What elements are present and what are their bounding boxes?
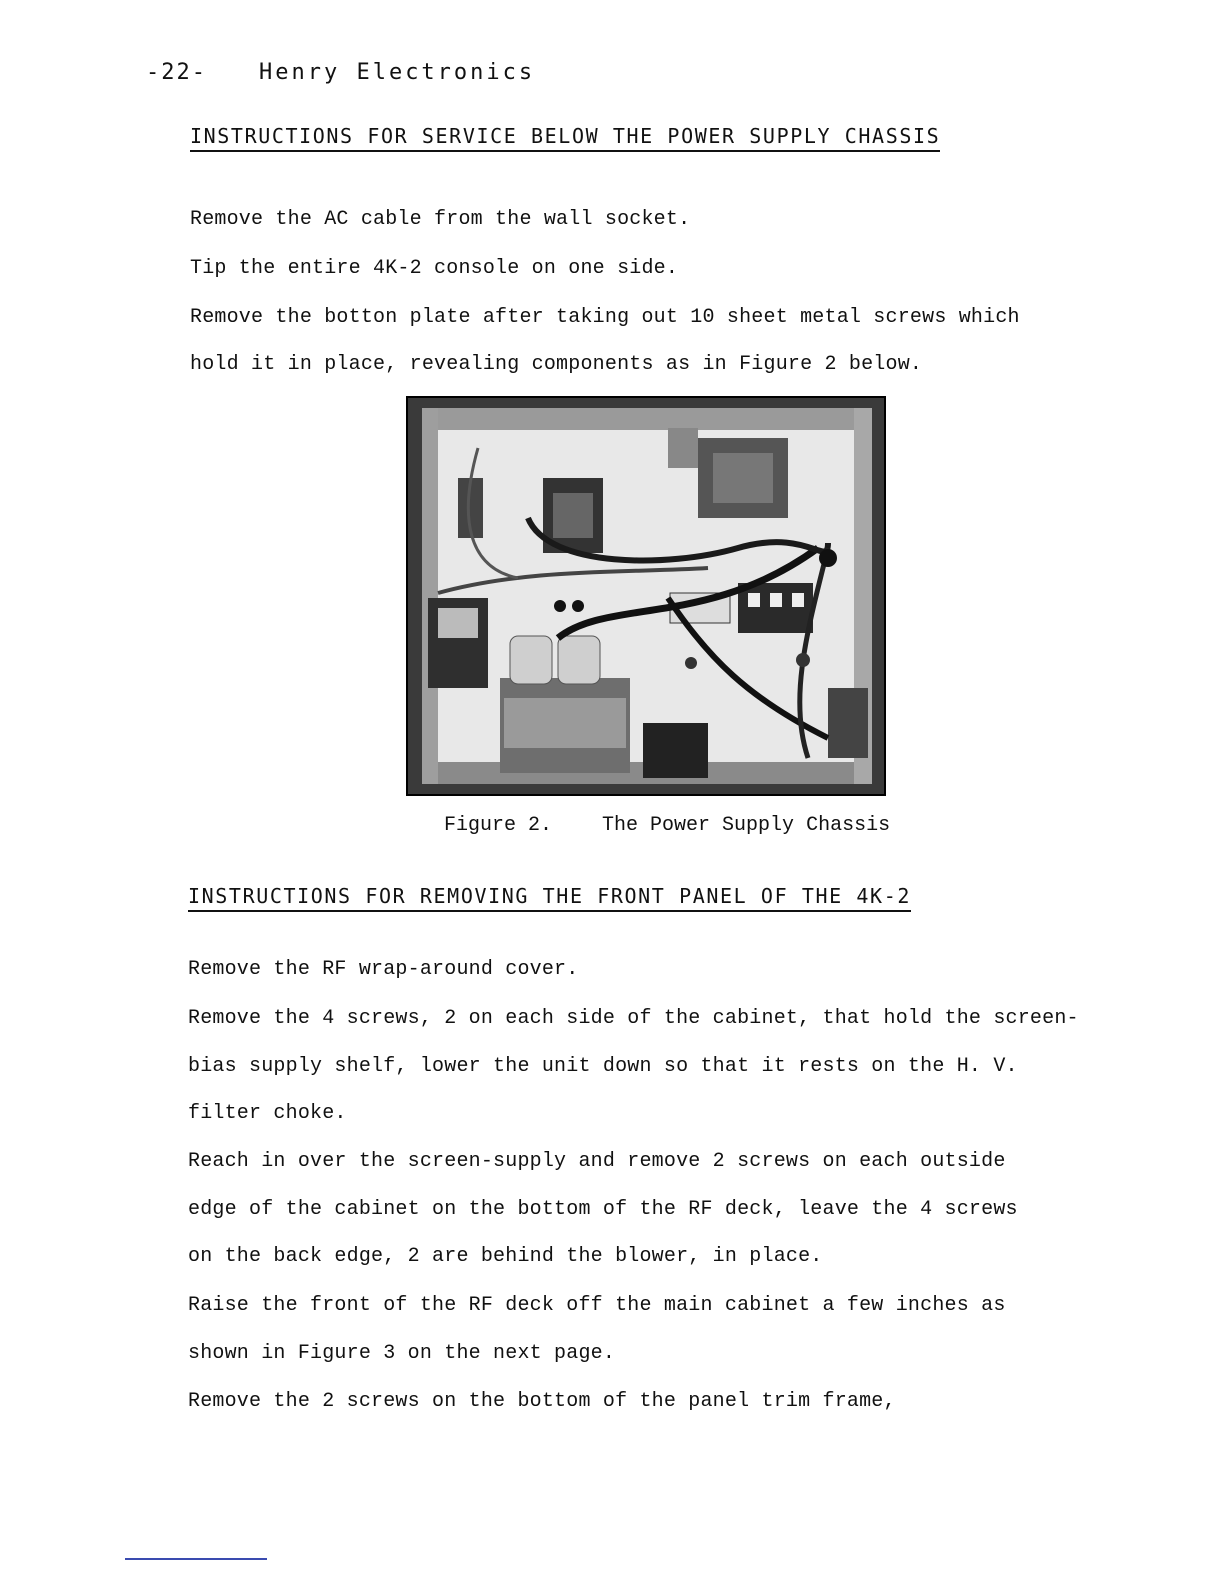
instruction-line: Remove the 2 screws on the bottom of the panel trim frame, bbox=[188, 1390, 896, 1413]
figure-title: The Power Supply Chassis bbox=[602, 814, 891, 837]
section-heading-front-panel: INSTRUCTIONS FOR REMOVING THE FRONT PANEL OF THE 4K-2 bbox=[188, 884, 911, 912]
figure-label: Figure 2. bbox=[444, 814, 553, 837]
instruction-line: Remove the AC cable from the wall socket. bbox=[190, 208, 691, 231]
company-name: Henry Electronics bbox=[258, 60, 536, 85]
instruction-line: Raise the front of the RF deck off the main cabinet a few inches as bbox=[188, 1294, 1006, 1317]
instruction-line: Tip the entire 4K-2 console on one side. bbox=[190, 257, 679, 280]
section-heading-power-supply: INSTRUCTIONS FOR SERVICE BELOW THE POWER SUPPLY CHASSIS bbox=[190, 124, 940, 152]
instruction-line: filter choke. bbox=[188, 1102, 347, 1125]
instruction-line: hold it in place, revealing components as in Figure 2 below. bbox=[190, 353, 923, 376]
instruction-line: on the back edge, 2 are behind the blower, in place. bbox=[188, 1245, 823, 1268]
chassis-photo-drawing bbox=[408, 398, 884, 794]
instruction-line: edge of the cabinet on the bottom of the RF deck, leave the 4 screws bbox=[188, 1198, 1018, 1221]
power-supply-chassis-photo bbox=[406, 396, 886, 796]
instruction-line: shown in Figure 3 on the next page. bbox=[188, 1342, 616, 1365]
footnote-rule bbox=[125, 1558, 267, 1560]
instruction-line: Remove the RF wrap-around cover. bbox=[188, 958, 579, 981]
instruction-line: Remove the botton plate after taking out 10 sheet metal screws which bbox=[190, 306, 1020, 329]
page-header bbox=[146, 60, 535, 85]
instruction-line: Reach in over the screen-supply and remove 2 screws on each outside bbox=[188, 1150, 1006, 1173]
instruction-line: bias supply shelf, lower the unit down so that it rests on the H. V. bbox=[188, 1055, 1018, 1078]
figure-caption bbox=[444, 814, 890, 837]
page-number: -22- bbox=[146, 60, 207, 85]
instruction-line: Remove the 4 screws, 2 on each side of the cabinet, that hold the screen- bbox=[188, 1007, 1079, 1030]
